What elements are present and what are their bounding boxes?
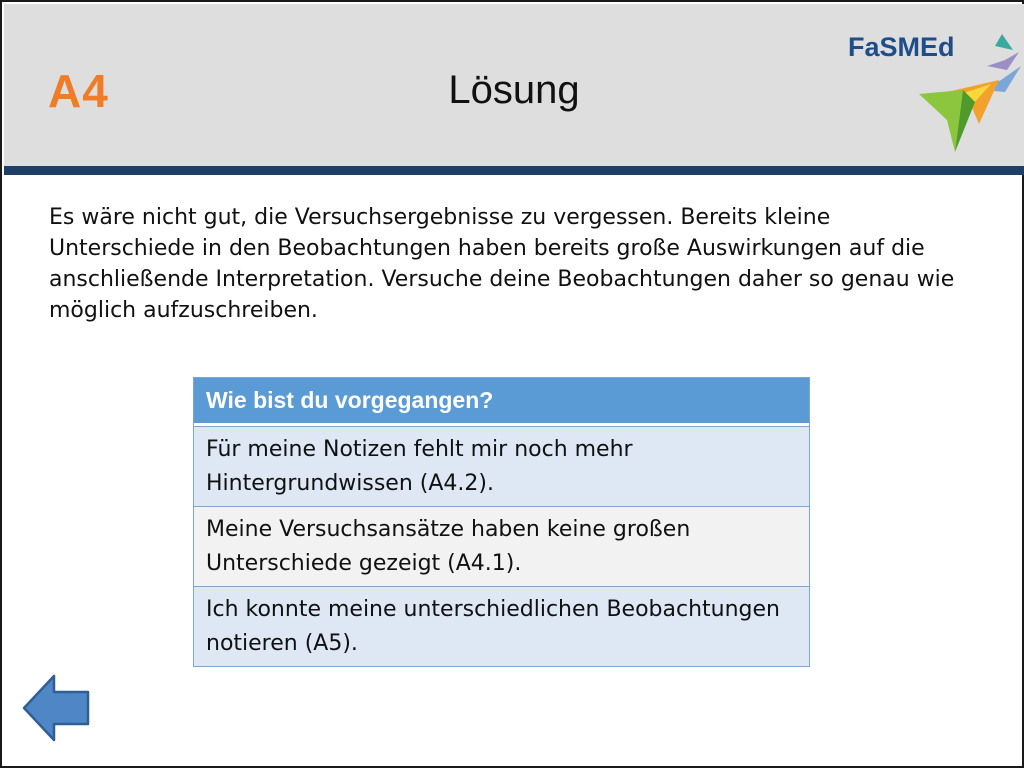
task-code: A4 bbox=[48, 65, 109, 117]
choice-question: Wie bist du vorgegangen? bbox=[194, 378, 809, 426]
brand-name: FaSMEd bbox=[848, 32, 955, 62]
choice-option-a5[interactable]: Ich konnte meine unterschiedlichen Beobachtungen notieren (A5). bbox=[194, 586, 809, 666]
choice-option-a4-2[interactable]: Für meine Notizen fehlt mir noch mehr Hintergrundwissen (A4.2). bbox=[194, 426, 809, 506]
back-arrow-icon[interactable] bbox=[22, 674, 92, 742]
logo-arrow-teal-top bbox=[995, 34, 1013, 50]
solution-text: Es wäre nicht gut, die Versuchsergebnisse zu vergessen. Bereits kleine Unterschiede in den Beobachtungen haben bereits große Auswirkungen auf die anschließende Interpretation. Versuche deine Beobachtungen daher so genau wie möglich aufzuschreiben. bbox=[49, 205, 955, 323]
fasmed-logo-icon bbox=[917, 32, 1022, 154]
logo-arrow-purple bbox=[987, 52, 1019, 70]
choice-option-a4-1[interactable]: Meine Versuchsansätze haben keine großen Unterschiede gezeigt (A4.1). bbox=[194, 506, 809, 586]
page-title: Lösung bbox=[448, 68, 580, 112]
header-divider bbox=[4, 166, 1024, 175]
choice-table bbox=[193, 377, 810, 667]
